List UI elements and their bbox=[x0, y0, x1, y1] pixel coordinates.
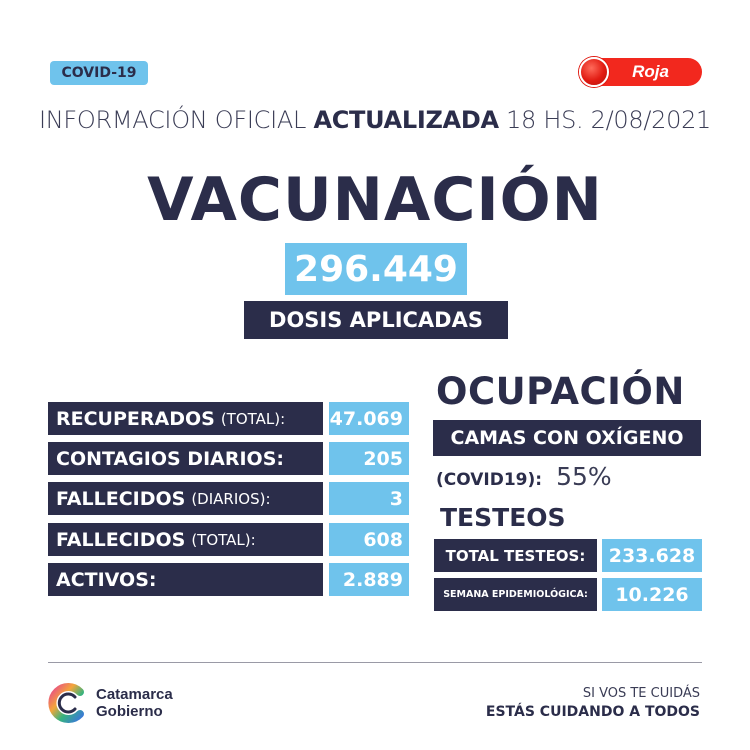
stat-value: 47.069 bbox=[329, 402, 409, 435]
catamarca-c-logo-icon bbox=[48, 683, 88, 723]
stat-value: 608 bbox=[329, 523, 409, 556]
slogan-line-2: ESTÁS CUIDANDO A TODOS bbox=[485, 704, 700, 720]
stat-label-sub: (TOTAL): bbox=[220, 409, 286, 428]
vaccination-title: VACUNACIÓN bbox=[147, 165, 603, 235]
stat-value: 3 bbox=[329, 482, 409, 515]
stat-label-main: CONTAGIOS DIARIOS bbox=[56, 447, 277, 470]
official-info-line bbox=[0, 106, 750, 134]
stat-label bbox=[48, 523, 323, 556]
footer-divider bbox=[48, 662, 702, 663]
alert-level-label: Roja bbox=[632, 62, 669, 81]
oxygen-beds-label: CAMAS CON OXÍGENO bbox=[433, 420, 701, 456]
testing-title: TESTEOS bbox=[440, 503, 566, 532]
info-updated: ACTUALIZADA bbox=[313, 106, 499, 134]
stat-label bbox=[48, 482, 323, 515]
stat-label-sub: (DIARIOS): bbox=[191, 489, 271, 508]
stat-row-active bbox=[48, 563, 409, 596]
test-label: TOTAL TESTEOS: bbox=[434, 539, 597, 572]
covid-occupancy-value: 55% bbox=[556, 462, 612, 491]
test-value: 233.628 bbox=[602, 539, 702, 572]
alert-level-badge bbox=[580, 58, 702, 86]
test-row-epi-week bbox=[434, 578, 702, 611]
stat-label-main: FALLECIDOS bbox=[56, 528, 186, 551]
vaccination-doses-value: 296.449 bbox=[285, 243, 467, 295]
info-datetime: 18 HS. 2/08/2021 bbox=[506, 106, 712, 134]
stat-label bbox=[48, 442, 323, 475]
stat-label-main: RECUPERADOS bbox=[56, 407, 215, 430]
stat-row-daily-deaths bbox=[48, 482, 409, 515]
slogan-line-1: SI VOS TE CUIDÁS bbox=[582, 686, 700, 701]
stat-label bbox=[48, 563, 323, 596]
covid-occupancy bbox=[436, 462, 612, 492]
test-value: 10.226 bbox=[602, 578, 702, 611]
test-row-total bbox=[434, 539, 702, 572]
vaccination-doses-label: DOSIS APLICADAS bbox=[244, 301, 508, 339]
stat-value: 205 bbox=[329, 442, 409, 475]
catamarca-logo bbox=[48, 683, 173, 723]
stat-row-daily-cases bbox=[48, 442, 409, 475]
stat-row-recovered bbox=[48, 402, 409, 435]
info-prefix: INFORMACIÓN OFICIAL bbox=[38, 106, 307, 134]
stat-row-total-deaths bbox=[48, 523, 409, 556]
stat-label-sub: : bbox=[276, 447, 284, 470]
stat-value: 2.889 bbox=[329, 563, 409, 596]
stat-label-sub: (TOTAL): bbox=[191, 530, 256, 549]
occupancy-title: OCUPACIÓN bbox=[436, 370, 685, 413]
logo-line-2: Gobierno bbox=[96, 703, 163, 720]
stat-label-sub: : bbox=[148, 568, 157, 591]
test-label: SEMANA EPIDEMIOLÓGICA: bbox=[434, 578, 597, 611]
stat-label-main: FALLECIDOS bbox=[56, 487, 186, 510]
covid-tag: COVID-19 bbox=[50, 61, 148, 85]
logo-line-1: Catamarca bbox=[96, 686, 173, 703]
alert-light-icon bbox=[579, 57, 609, 87]
stat-label bbox=[48, 402, 323, 435]
stat-label-main: ACTIVOS bbox=[56, 568, 149, 591]
covid-occupancy-label: (COVID19): bbox=[436, 470, 543, 490]
